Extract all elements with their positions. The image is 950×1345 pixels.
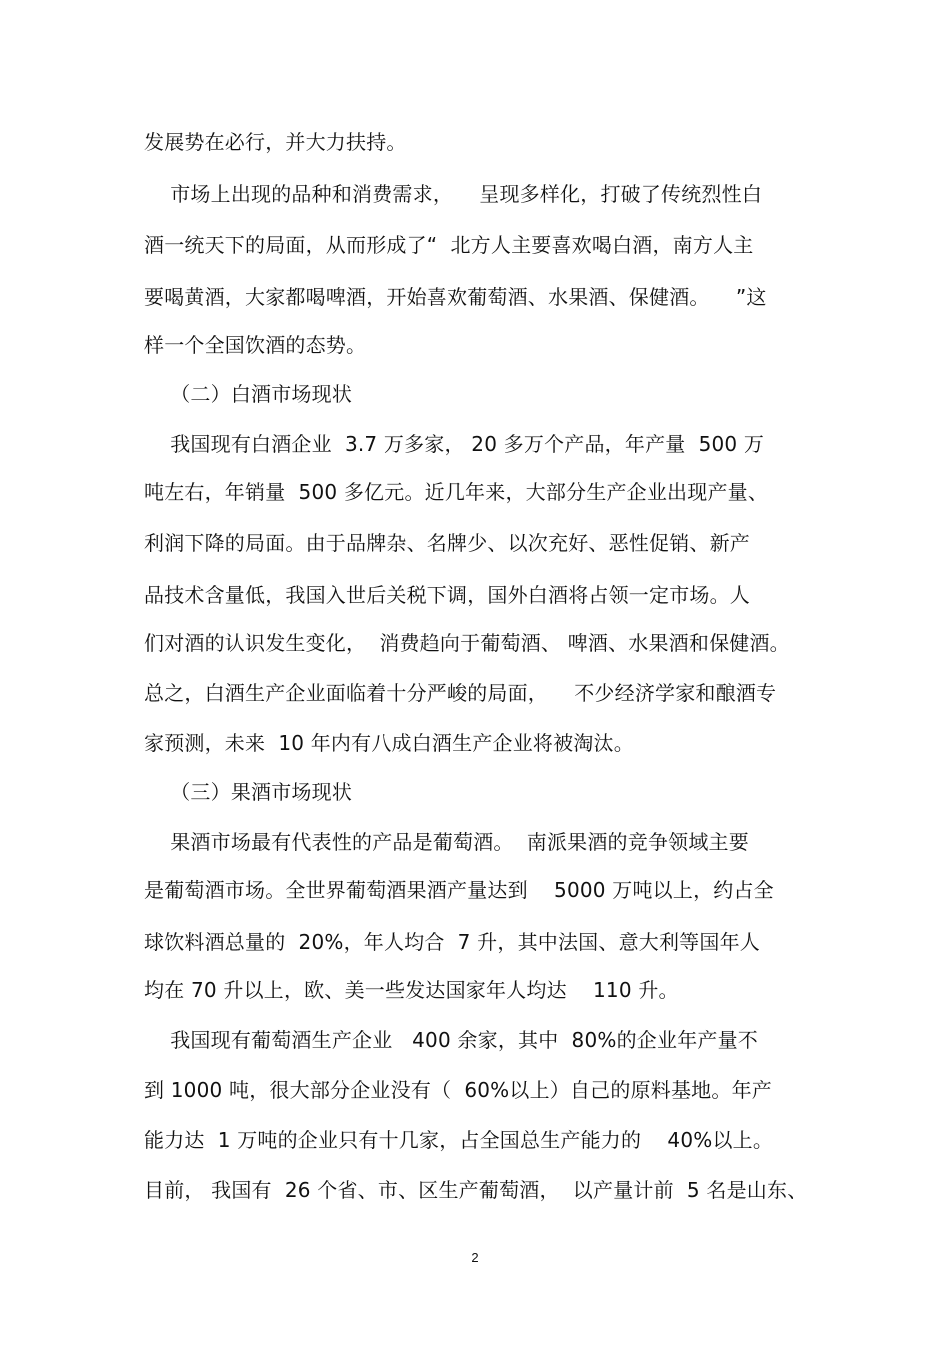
text-line: 我国现有白酒企业 3.7 万多家， 20 多万个产品，年产量 500 万	[144, 432, 765, 456]
text-line: 吨左右，年销量 500 多亿元。近几年来，大部分生产企业出现产量、	[144, 480, 769, 504]
text-line: 总之，白酒生产企业面临着十分严峻的局面， 不少经济学家和酿酒专	[144, 681, 777, 705]
text-line: 目前， 我国有 26 个省、市、区生产葡萄酒， 以产量计前 5 名是山东、	[144, 1178, 808, 1202]
section-heading: （三）果酒市场现状	[144, 780, 353, 804]
text-line: 家预测，未来 10 年内有八成白酒生产企业将被淘汰。	[144, 731, 634, 755]
text-line: 球饮料酒总量的 20%，年人均合 7 升，其中法国、意大利等国年人	[144, 930, 760, 954]
section-heading: （二）白酒市场现状	[144, 382, 353, 406]
text-line: 我国现有葡萄酒生产企业 400 余家，其中 80%的企业年产量不	[144, 1028, 759, 1052]
text-line: 果酒市场最有代表性的产品是葡萄酒。 南派果酒的竞争领域主要	[144, 830, 749, 854]
text-line: 酒一统天下的局面，从而形成了“ 北方人主要喜欢喝白酒，南方人主	[144, 233, 754, 257]
text-line: 市场上出现的品种和消费需求， 呈现多样化，打破了传统烈性白	[144, 182, 763, 206]
text-line: 利润下降的局面。由于品牌杂、名牌少、以次充好、恶性促销、新产	[144, 531, 750, 555]
text-line: 发展势在必行，并大力扶持。	[144, 130, 407, 154]
text-line: 样一个全国饮酒的态势。	[144, 333, 367, 357]
text-line: 品技术含量低，我国入世后关税下调，国外白酒将占领一定市场。人	[144, 583, 750, 607]
text-line: 到 1000 吨，很大部分企业没有（ 60%以上）自己的原料基地。年产	[144, 1078, 772, 1102]
page-number: 2	[471, 1250, 479, 1265]
text-line: 是葡萄酒市场。全世界葡萄酒果酒产量达到 5000 万吨以上，约占全	[144, 878, 774, 902]
text-line: 要喝黄酒，大家都喝啤酒，开始喜欢葡萄酒、水果酒、保健酒。 ”这	[144, 285, 767, 309]
text-line: 能力达 1 万吨的企业只有十几家，占全国总生产能力的 40%以上。	[144, 1128, 774, 1152]
text-line: 均在 70 升以上，欧、美一些发达国家年人均达 110 升。	[144, 978, 679, 1002]
text-line: 们对酒的认识发生变化， 消费趋向于葡萄酒、 啤酒、水果酒和保健酒。	[144, 631, 790, 655]
